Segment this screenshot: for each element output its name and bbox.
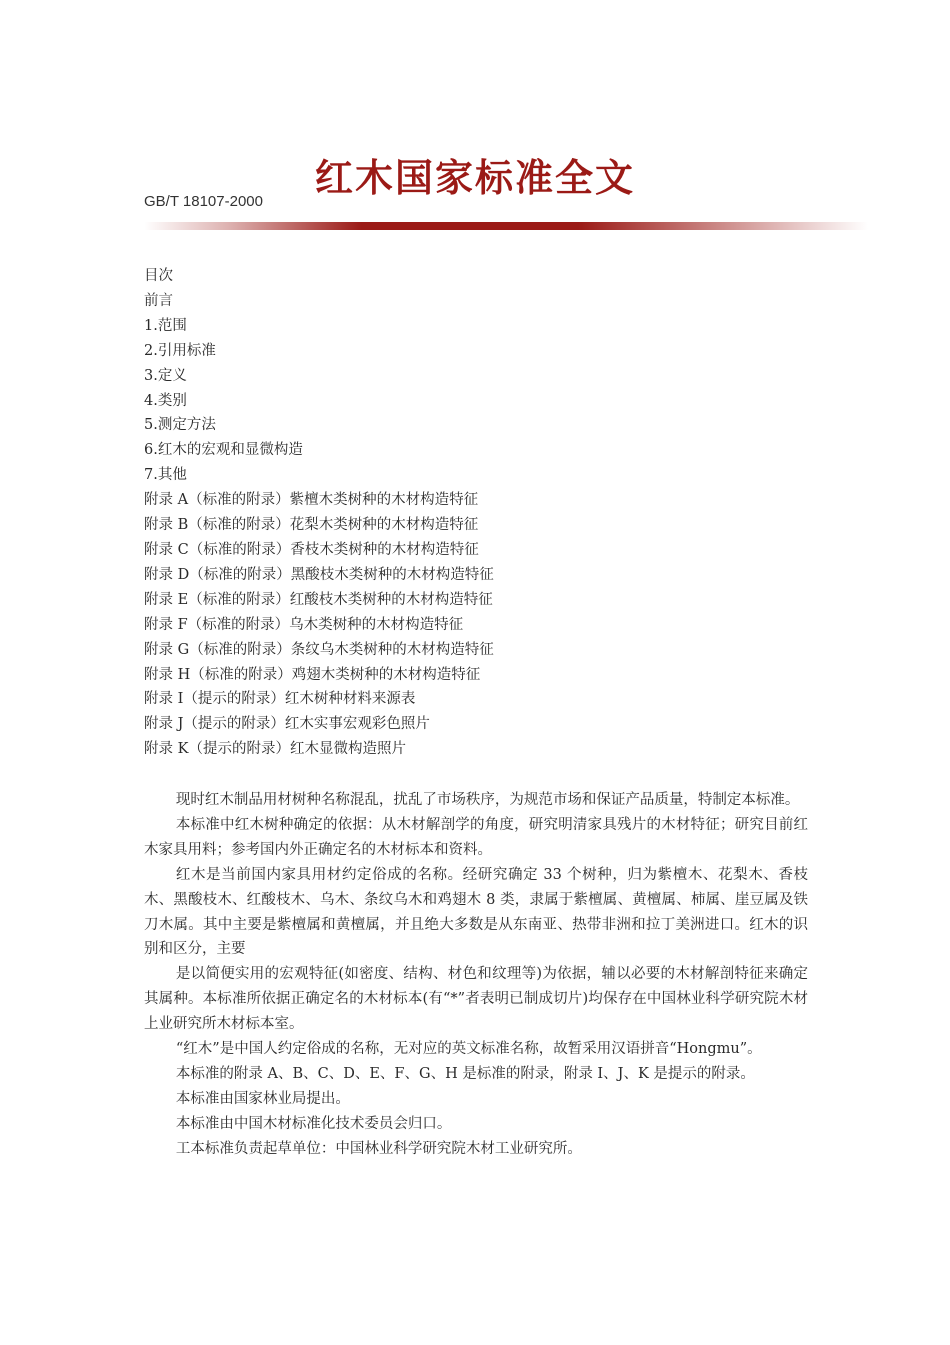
- toc-item: 附录 A（标准的附录）紫檀木类树种的木材构造特征: [144, 492, 479, 509]
- toc-item: 1.范围: [144, 317, 187, 334]
- body-paragraph: 工本标准负责起草单位：中国林业科学研究院木材工业研究所。: [175, 1140, 582, 1157]
- table-of-contents: [144, 264, 824, 762]
- body-paragraph: “红木”是中国人约定俗成的名称，无对应的英文标准名称，故暂采用汉语拼音“Hongmu”。: [175, 1041, 762, 1058]
- body-paragraph: 红木是当前国内家具用材约定俗成的名称。经研究确定 33 个树种，归为紫檀木、花梨木、香枝木、黑酸枝木、红酸枝木、乌木、条纹乌木和鸡翅木 8 类，隶属于紫檀属、黄檀属、柿属、崖豆属及铁刀木属。其中主要是紫檀属和黄檀属，并且绝大多数是从东南亚、热带非洲和拉丁美洲进口。红木的识别和区分，主要: [144, 866, 808, 958]
- toc-item: 7.其他: [144, 467, 187, 484]
- body-paragraph: 本标准中红木树种确定的依据：从木材解剖学的角度，研究明清家具残片的木材特征；研究目前红木家具用料；参考国内外正确定名的木材标本和资料。: [144, 816, 808, 858]
- toc-item: 2.引用标准: [144, 342, 216, 359]
- toc-item: 附录 K（提示的附录）红木显微构造照片: [144, 741, 406, 758]
- body-paragraph: 是以简便实用的宏观特征(如密度、结构、材色和纹理等)为依据，辅以必要的木材解剖特征来确定其属种。本标准所依据正确定名的木材标本(有“*”者表明已制成切片)均保存在中国林业科学研究院木材上业研究所木材标本室。: [144, 966, 808, 1033]
- toc-item: 目次: [144, 268, 173, 284]
- toc-item: 附录 F（标准的附录）乌木类树种的木材构造特征: [144, 616, 464, 633]
- body-paragraph: 本标准由国家林业局提出。: [175, 1090, 350, 1107]
- toc-item: 附录 E（标准的附录）红酸枝木类树种的木材构造特征: [144, 591, 493, 608]
- foreword-body: [144, 788, 808, 1162]
- document-title: 红木国家标准全文: [314, 156, 635, 201]
- toc-item: 6.红木的宏观和显微构造: [144, 442, 303, 459]
- toc-item: 附录 B（标准的附录）花梨木类树种的木材构造特征: [144, 517, 479, 534]
- toc-item: 前言: [144, 292, 173, 309]
- standard-code: GB/T 18107-2000: [144, 193, 263, 210]
- toc-item: 5.测定方法: [144, 417, 216, 434]
- title-divider: [144, 222, 868, 230]
- toc-item: 3.定义: [144, 367, 187, 384]
- toc-item: 附录 C（标准的附录）香枝木类树种的木材构造特征: [144, 541, 479, 558]
- body-paragraph: 本标准的附录 A、B、C、D、E、F、G、H 是标准的附录，附录 I、J、K 是提示的附录。: [175, 1065, 755, 1082]
- toc-item: 附录 H（标准的附录）鸡翅木类树种的木材构造特征: [144, 666, 481, 683]
- body-paragraph: 现时红木制品用材树种名称混乱，扰乱了市场秩序，为规范市场和保证产品质量，特制定本标准。: [175, 792, 800, 808]
- toc-item: 附录 D（标准的附录）黑酸枝木类树种的木材构造特征: [144, 566, 494, 583]
- toc-item: 附录 I（提示的附录）红木树种材料来源表: [144, 691, 416, 708]
- toc-item: 4.类别: [144, 392, 187, 409]
- body-paragraph: 本标准由中国木材标准化技术委员会归口。: [175, 1115, 452, 1132]
- toc-item: 附录 J（提示的附录）红木实事宏观彩色照片: [144, 716, 430, 733]
- toc-item: 附录 G（标准的附录）条纹乌木类树种的木材构造特征: [144, 641, 494, 658]
